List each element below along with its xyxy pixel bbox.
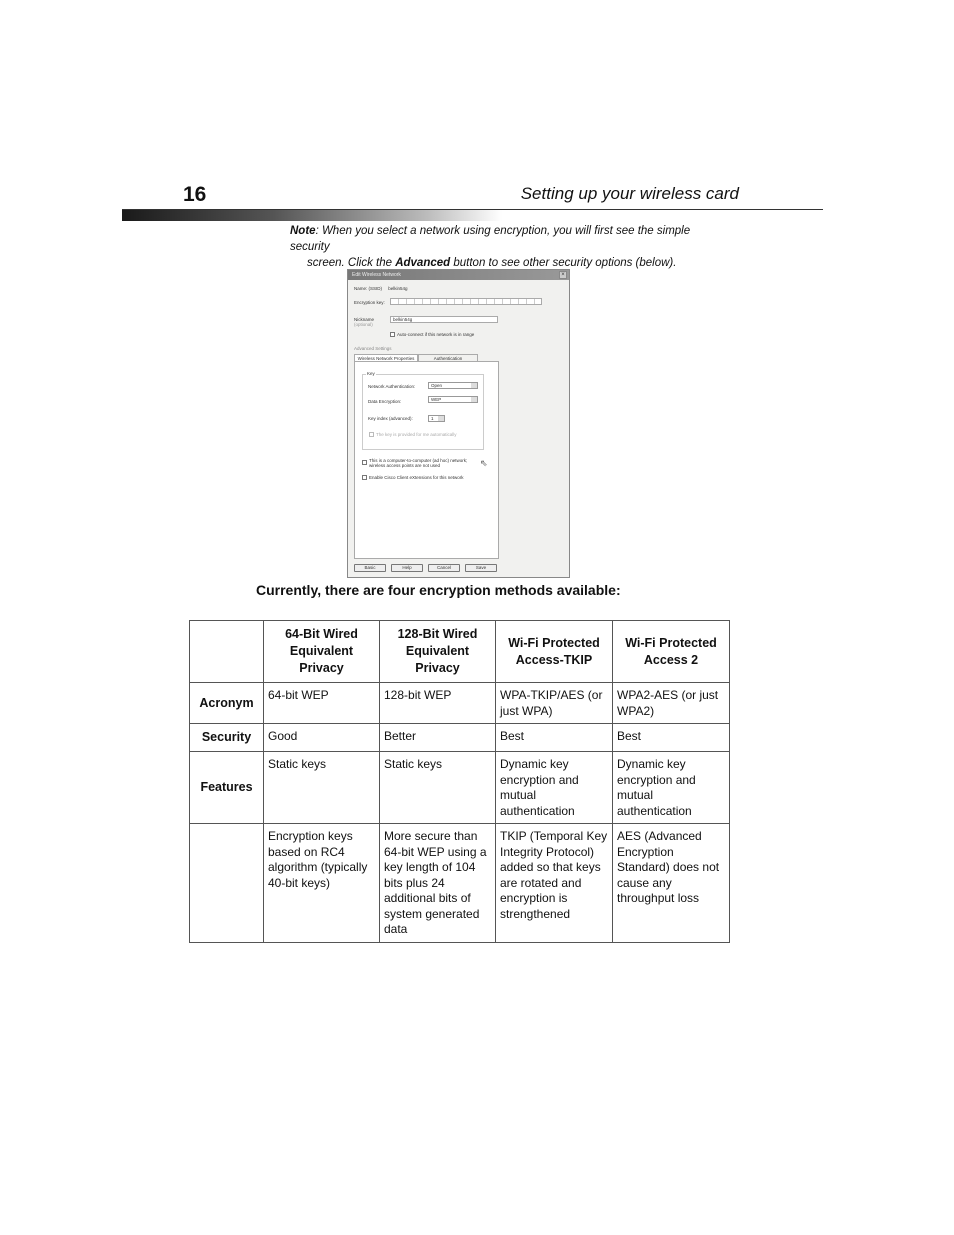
adhoc-label-2: wireless access points are not used <box>369 463 441 468</box>
row-header: Acronym <box>190 683 264 724</box>
table-cell: 64-bit WEP <box>264 683 380 724</box>
adhoc-checkbox[interactable] <box>362 460 367 465</box>
ssid-label: Name: (SSID) <box>354 286 383 291</box>
encryption-key-label: Encryption key: <box>354 300 385 305</box>
table-row <box>190 824 730 943</box>
table-cell: AES (Advanced Encryption Standard) does not cause any throughput loss <box>613 824 730 943</box>
table-corner-cell <box>190 621 264 683</box>
advanced-settings-label: Advanced Settings <box>354 346 392 351</box>
header-rule <box>122 209 823 221</box>
table-cell: Dynamic key encryption and mutual authentication <box>496 752 613 824</box>
save-button[interactable]: Save <box>465 564 497 572</box>
table-cell: TKIP (Temporal Key Integrity Protocol) added so that keys are rotated and encryption is strengthened <box>496 824 613 943</box>
network-auth-label: Network Authentication: <box>368 384 416 389</box>
dialog-title: Edit Wireless Network <box>352 272 401 278</box>
table-row <box>190 683 730 724</box>
data-encryption-label: Data Encryption: <box>368 399 402 404</box>
table-cell: Good <box>264 724 380 752</box>
header-gradient-bar <box>122 209 502 221</box>
header-line <box>122 209 823 210</box>
column-header: Wi-Fi Protected Access 2 <box>613 621 730 683</box>
network-auth-select[interactable]: Open <box>428 382 478 389</box>
key-auto-checkbox[interactable] <box>369 432 374 437</box>
table-cell: WPA-TKIP/AES (or just WPA) <box>496 683 613 724</box>
cisco-label: Enable Cisco Client eXtensions for this network <box>369 475 464 480</box>
wireless-network-dialog <box>347 269 570 578</box>
table-row <box>190 752 730 824</box>
encryption-table <box>189 620 730 943</box>
row-header <box>190 824 264 943</box>
key-index-stepper[interactable]: 1 <box>428 415 445 422</box>
tab-authentication[interactable]: Authentication <box>418 354 478 362</box>
table-cell: Best <box>613 724 730 752</box>
table-row <box>190 724 730 752</box>
basic-button[interactable]: Basic <box>354 564 386 572</box>
table-cell: WPA2-AES (or just WPA2) <box>613 683 730 724</box>
auto-connect-checkbox[interactable] <box>390 332 395 337</box>
encryption-key-input[interactable] <box>390 298 542 305</box>
note-text-2: screen. Click the <box>307 257 396 269</box>
adhoc-label-1: This is a computer-to-computer (ad hoc) network; <box>369 458 468 463</box>
row-header: Features <box>190 752 264 824</box>
table-cell: Dynamic key encryption and mutual authentication <box>613 752 730 824</box>
note-text-3: button to see other security options (below). <box>450 257 677 269</box>
auto-connect-label: Auto-connect if this network is in range <box>397 332 475 337</box>
column-header: 128-Bit Wired Equivalent Privacy <box>380 621 496 683</box>
table-cell: Better <box>380 724 496 752</box>
dialog-titlebar <box>348 270 569 280</box>
table-cell: Best <box>496 724 613 752</box>
table-cell: More secure than 64-bit WEP using a key length of 104 bits plus 24 additional bits of system generated data <box>380 824 496 943</box>
page-number: 16 <box>183 183 207 206</box>
note-advanced: Advanced <box>395 257 451 269</box>
encryption-methods-heading: Currently, there are four encryption methods available: <box>256 582 621 598</box>
table-cell: Static keys <box>264 752 380 824</box>
note-text-1: : When you select a network using encryption, you will first see the simple security <box>290 225 691 253</box>
table-cell: Encryption keys based on RC4 algorithm (typically 40-bit keys) <box>264 824 380 943</box>
nickname-label: Nickname <box>354 317 375 322</box>
data-encryption-select[interactable]: WEP <box>428 396 478 403</box>
nickname-hint: (optional) <box>354 322 373 327</box>
mouse-cursor-icon: ⇖ <box>480 458 488 468</box>
row-header: Security <box>190 724 264 752</box>
cancel-button[interactable]: Cancel <box>428 564 460 572</box>
cisco-checkbox[interactable] <box>362 475 367 480</box>
ssid-value: belkin54g <box>388 286 408 291</box>
table-cell: 128-bit WEP <box>380 683 496 724</box>
chapter-title: Setting up your wireless card <box>520 184 739 203</box>
column-header: 64-Bit Wired Equivalent Privacy <box>264 621 380 683</box>
tab-wireless-properties[interactable]: Wireless Network Properties <box>354 354 418 362</box>
key-group-label: Key <box>367 371 375 376</box>
help-button[interactable]: Help <box>391 564 423 572</box>
close-icon[interactable]: × <box>559 271 567 279</box>
ssid-row <box>354 286 408 291</box>
column-header: Wi-Fi Protected Access-TKIP <box>496 621 613 683</box>
nickname-input[interactable]: belkin54g <box>390 316 498 323</box>
note-label: Note <box>290 225 316 237</box>
key-auto-label: The key is provided for me automatically <box>376 432 457 437</box>
note-paragraph <box>290 223 720 271</box>
table-cell: Static keys <box>380 752 496 824</box>
table-header-row <box>190 621 730 683</box>
key-index-label: Key index (advanced): <box>368 416 413 421</box>
